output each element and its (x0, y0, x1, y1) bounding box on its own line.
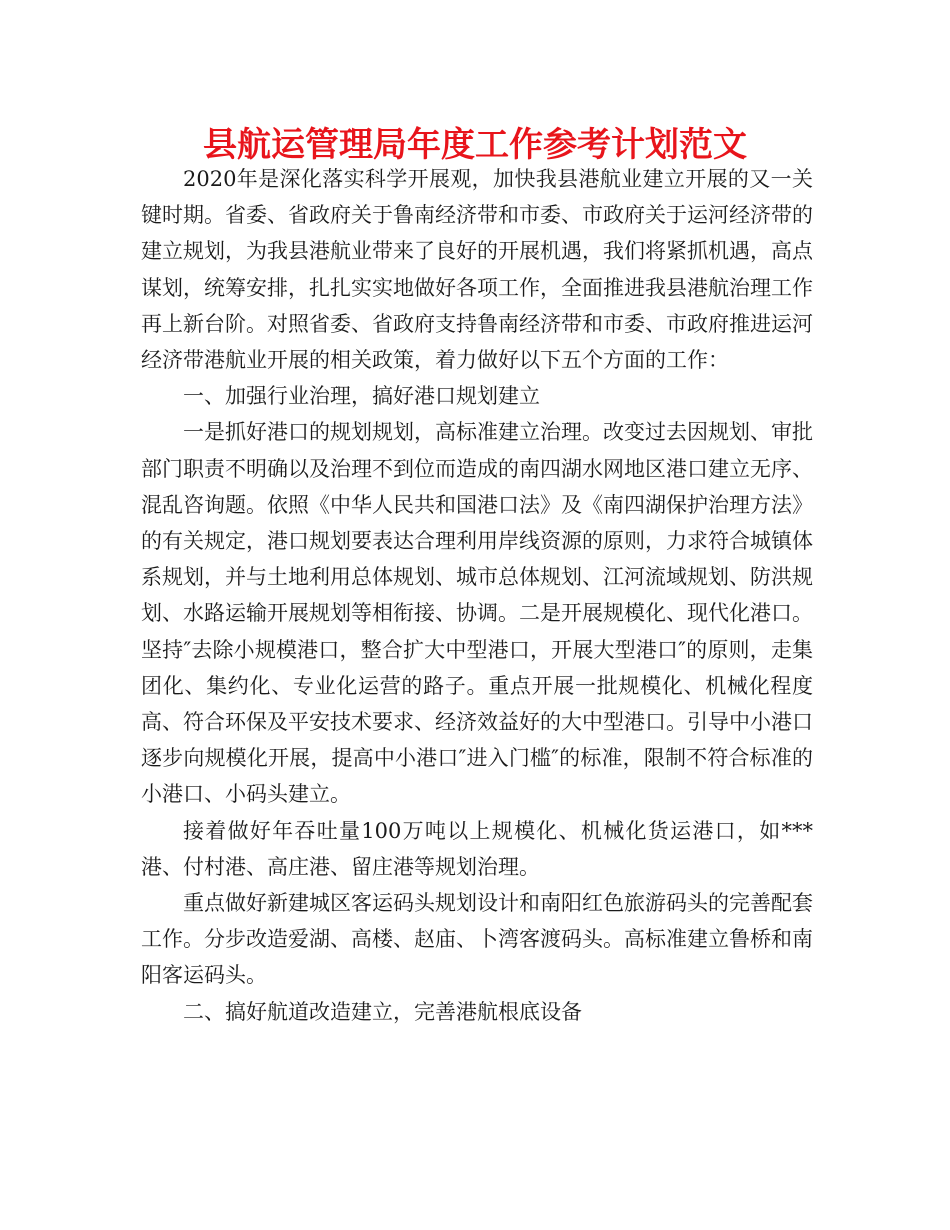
paragraph-passenger-docks: 重点做好新建城区客运码头规划设计和南阳红色旅游码头的完善配套工作。分步改造爱湖、高楼、赵庙、卜湾客渡码头。高标准建立鲁桥和南阳客运码头。 (141, 891, 813, 988)
paragraph-intro: 2020年是深化落实科学开展观，加快我县港航业建立开展的又一关键时期。省委、省政府关于鲁南经济带和市委、市政府关于运河经济带的建立规划，为我县港航业带来了良好的开展机遇，我们将紧抓机遇，高点谋划，统筹安排，扎扎实实地做好各项工作，全面推进我县港航治理工作再上新台阶。对照省委、省政府支持鲁南经济带和市委、市政府推进运河经济带港航业开展的相关政策，着力做好以下五个方面的工作： (141, 167, 813, 373)
document-title: 县航运管理局年度工作参考计划范文 (203, 125, 747, 165)
paragraph-cargo-ports: 接着做好年吞吐量100万吨以上规模化、机械化货运港口，如***港、付村港、高庄港、留庄港等规划治理。 (141, 818, 813, 879)
section-heading-1: 一、加强行业治理，搞好港口规划建立 (183, 384, 540, 409)
document-body (141, 161, 813, 1030)
section-heading-2: 二、搞好航道改造建立，完善港航根底设备 (183, 999, 582, 1024)
paragraph-port-planning: 一是抓好港口的规划规划，高标准建立治理。改变过去因规划、审批部门职责不明确以及治理不到位而造成的南四湖水网地区港口建立无序、混乱咨询题。依照《中华人民共和国港口法》及《南四湖保护治理方法》的有关规定，港口规划要表达合理利用岸线资源的原则，力求符合城镇体系规划，并与土地利用总体规划、城市总体规划、江河流域规划、防洪规划、水路运输开展规划等相衔接、协调。二是开展规模化、现代化港口。坚持″去除小规模港口，整合扩大中型港口，开展大型港口″的原则，走集团化、集约化、专业化运营的路子。重点开展一批规模化、机械化程度高、符合环保及平安技术要求、经济效益好的大中型港口。引导中小港口逐步向规模化开展，提高中小港口″进入门槛″的标准，限制不符合标准的小港口、小码头建立。 (141, 420, 813, 807)
